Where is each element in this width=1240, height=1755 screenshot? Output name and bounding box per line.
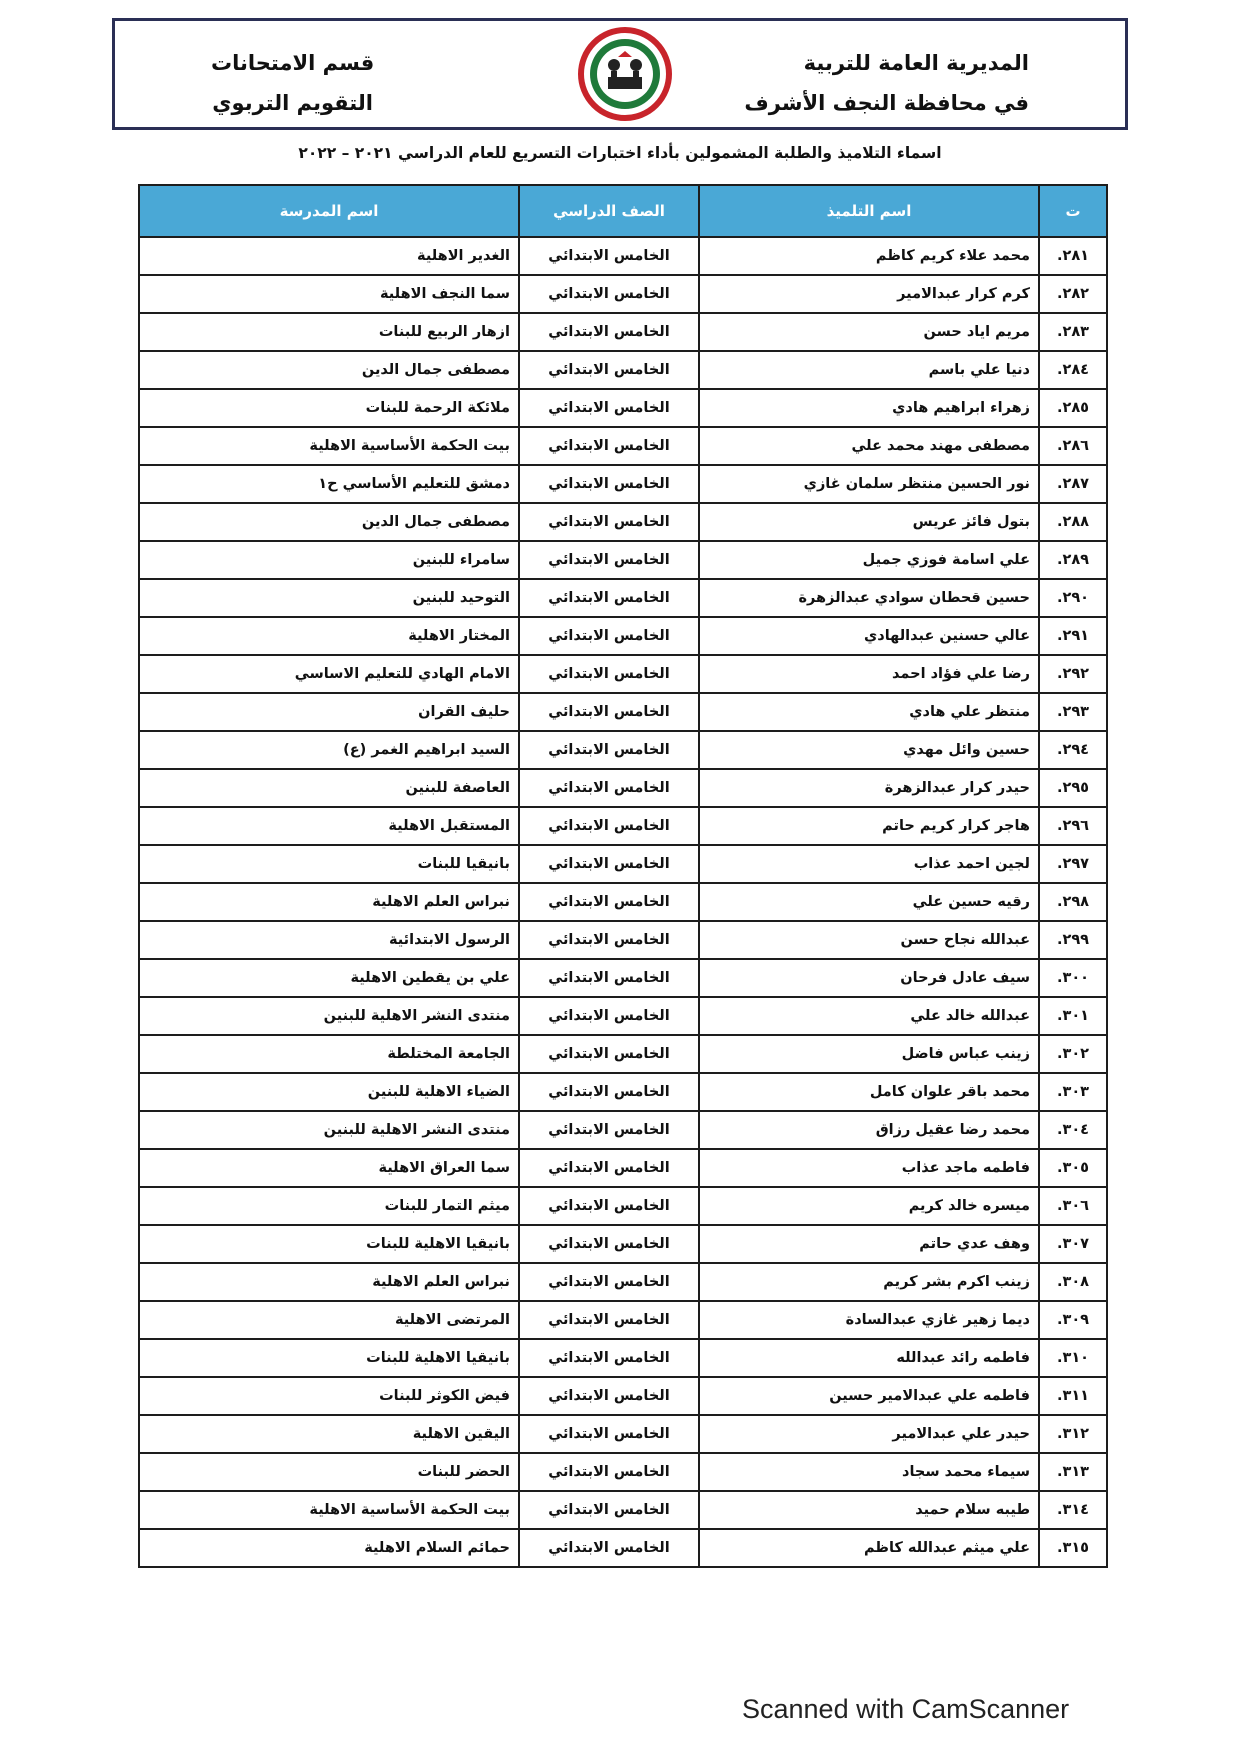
row-number: ٣٠١. (1039, 997, 1107, 1035)
school-name: بيت الحكمة الأساسية الاهلية (139, 427, 519, 465)
row-number: ٢٩٨. (1039, 883, 1107, 921)
document-title: اسماء التلاميذ والطلبة المشمولين بأداء اختبارات التسريع للعام الدراسي ٢٠٢١ – ٢٠٢٢ (298, 144, 942, 162)
row-number: ٢٨١. (1039, 237, 1107, 275)
row-number: ٣٠٣. (1039, 1073, 1107, 1111)
school-name: الغدير الاهلية (139, 237, 519, 275)
header-grade: الصف الدراسي (519, 185, 699, 237)
table-row (139, 389, 1107, 427)
table-row (139, 1035, 1107, 1073)
table-row (139, 541, 1107, 579)
grade: الخامس الابتدائي (519, 313, 699, 351)
table-row (139, 807, 1107, 845)
student-name: محمد رضا عقيل رزاق (699, 1111, 1039, 1149)
school-name: الحضر للبنات (139, 1453, 519, 1491)
school-name: نبراس العلم الاهلية (139, 883, 519, 921)
school-name: بانيقيا الاهلية للبنات (139, 1339, 519, 1377)
student-name: مصطفى مهند محمد علي (699, 427, 1039, 465)
grade: الخامس الابتدائي (519, 1415, 699, 1453)
student-name: رضا علي فؤاد احمد (699, 655, 1039, 693)
grade: الخامس الابتدائي (519, 503, 699, 541)
row-number: ٣١٠. (1039, 1339, 1107, 1377)
row-number: ٢٨٣. (1039, 313, 1107, 351)
student-name: ديما زهير غازي عبدالسادة (699, 1301, 1039, 1339)
school-name: حليف القران (139, 693, 519, 731)
grade: الخامس الابتدائي (519, 1529, 699, 1567)
table-row (139, 313, 1107, 351)
school-name: منتدى النشر الاهلية للبنين (139, 997, 519, 1035)
school-name: اليقين الاهلية (139, 1415, 519, 1453)
grade: الخامس الابتدائي (519, 1339, 699, 1377)
school-name: بانيقيا للبنات (139, 845, 519, 883)
student-name: فاطمه رائد عبدالله (699, 1339, 1039, 1377)
school-name: مصطفى جمال الدين (139, 351, 519, 389)
school-name: سامراء للبنين (139, 541, 519, 579)
student-name: هاجر كرار كريم حاتم (699, 807, 1039, 845)
school-name: العاصفة للبنين (139, 769, 519, 807)
table-row (139, 237, 1107, 275)
grade: الخامس الابتدائي (519, 1035, 699, 1073)
grade: الخامس الابتدائي (519, 465, 699, 503)
table-row (139, 1111, 1107, 1149)
row-number: ٣١٣. (1039, 1453, 1107, 1491)
student-name: نور الحسين منتظر سلمان غازي (699, 465, 1039, 503)
table-row (139, 921, 1107, 959)
school-name: دمشق للتعليم الأساسي ح١ (139, 465, 519, 503)
row-number: ٣١١. (1039, 1377, 1107, 1415)
grade: الخامس الابتدائي (519, 1453, 699, 1491)
grade: الخامس الابتدائي (519, 237, 699, 275)
table-row (139, 845, 1107, 883)
row-number: ٢٩٩. (1039, 921, 1107, 959)
table-row (139, 1377, 1107, 1415)
school-name: المرتضى الاهلية (139, 1301, 519, 1339)
student-name: حسين وائل مهدي (699, 731, 1039, 769)
grade: الخامس الابتدائي (519, 351, 699, 389)
row-number: ٣١٤. (1039, 1491, 1107, 1529)
ministry-logo (578, 27, 672, 121)
row-number: ٢٩٠. (1039, 579, 1107, 617)
table-row (139, 1263, 1107, 1301)
table-row (139, 883, 1107, 921)
grade: الخامس الابتدائي (519, 921, 699, 959)
grade: الخامس الابتدائي (519, 959, 699, 997)
school-name: مصطفى جمال الدين (139, 503, 519, 541)
table-row (139, 1073, 1107, 1111)
grade: الخامس الابتدائي (519, 1491, 699, 1529)
table-row (139, 427, 1107, 465)
student-name: محمد علاء كريم كاظم (699, 237, 1039, 275)
exams-dept-block (211, 43, 374, 123)
table-row (139, 579, 1107, 617)
grade: الخامس الابتدائي (519, 275, 699, 313)
student-name: زينب اكرم بشر كريم (699, 1263, 1039, 1301)
grade: الخامس الابتدائي (519, 997, 699, 1035)
table-row (139, 693, 1107, 731)
row-number: ٣١٥. (1039, 1529, 1107, 1567)
table-row (139, 1187, 1107, 1225)
student-name: محمد باقر علوان كامل (699, 1073, 1039, 1111)
row-number: ٢٨٧. (1039, 465, 1107, 503)
header-student-name: اسم التلميذ (699, 185, 1039, 237)
directorate-line-1: المديرية العامة للتربية (803, 51, 1029, 75)
grade: الخامس الابتدائي (519, 845, 699, 883)
school-name: سما النجف الاهلية (139, 275, 519, 313)
table-row (139, 1225, 1107, 1263)
grade: الخامس الابتدائي (519, 579, 699, 617)
student-name: علي اسامة فوزي جميل (699, 541, 1039, 579)
table-header-row (139, 185, 1107, 237)
school-name: حمائم السلام الاهلية (139, 1529, 519, 1567)
grade: الخامس الابتدائي (519, 1111, 699, 1149)
student-name: كرم كرار عبدالامير (699, 275, 1039, 313)
row-number: ٣٠٠. (1039, 959, 1107, 997)
exams-dept-line-1: قسم الامتحانات (211, 51, 375, 75)
student-name: زهراء ابراهيم هادي (699, 389, 1039, 427)
school-name: ملائكة الرحمة للبنات (139, 389, 519, 427)
row-number: ٢٩٢. (1039, 655, 1107, 693)
grade: الخامس الابتدائي (519, 807, 699, 845)
grade: الخامس الابتدائي (519, 541, 699, 579)
student-name: مريم اياد حسن (699, 313, 1039, 351)
school-name: ازهار الربيع للبنات (139, 313, 519, 351)
school-name: المستقبل الاهلية (139, 807, 519, 845)
grade: الخامس الابتدائي (519, 617, 699, 655)
table-row (139, 655, 1107, 693)
grade: الخامس الابتدائي (519, 427, 699, 465)
student-name: حيدر علي عبدالامير (699, 1415, 1039, 1453)
row-number: ٢٨٦. (1039, 427, 1107, 465)
grade: الخامس الابتدائي (519, 1187, 699, 1225)
header-school-name: اسم المدرسة (139, 185, 519, 237)
grade: الخامس الابتدائي (519, 883, 699, 921)
table-row (139, 1453, 1107, 1491)
grade: الخامس الابتدائي (519, 1377, 699, 1415)
student-name: فاطمه علي عبدالامير حسين (699, 1377, 1039, 1415)
student-name: طيبه سلام حميد (699, 1491, 1039, 1529)
table-row (139, 503, 1107, 541)
student-name: عالي حسنين عبدالهادي (699, 617, 1039, 655)
row-number: ٢٨٥. (1039, 389, 1107, 427)
student-name: حيدر كرار عبدالزهرة (699, 769, 1039, 807)
row-number: ٣٠٧. (1039, 1225, 1107, 1263)
school-name: التوحيد للبنين (139, 579, 519, 617)
row-number: ٢٩٥. (1039, 769, 1107, 807)
grade: الخامس الابتدائي (519, 1301, 699, 1339)
school-name: منتدى النشر الاهلية للبنين (139, 1111, 519, 1149)
document-header (112, 18, 1128, 130)
directorate-line-2: في محافظة النجف الأشرف (744, 91, 1029, 115)
student-name: حسين قحطان سوادي عبدالزهرة (699, 579, 1039, 617)
directorate-block (744, 43, 1029, 123)
grade: الخامس الابتدائي (519, 1263, 699, 1301)
scanner-watermark: Scanned with CamScanner (742, 1694, 1070, 1724)
row-number: ٢٩١. (1039, 617, 1107, 655)
row-number: ٣٠٢. (1039, 1035, 1107, 1073)
students-table-wrap (138, 184, 1106, 1568)
table-row (139, 1491, 1107, 1529)
row-number: ٢٨٨. (1039, 503, 1107, 541)
header-number: ت (1039, 185, 1107, 237)
school-name: المختار الاهلية (139, 617, 519, 655)
student-name: عبدالله خالد علي (699, 997, 1039, 1035)
grade: الخامس الابتدائي (519, 769, 699, 807)
school-name: السيد ابراهيم الغمر (ع) (139, 731, 519, 769)
student-name: منتظر علي هادي (699, 693, 1039, 731)
grade: الخامس الابتدائي (519, 389, 699, 427)
table-row (139, 1529, 1107, 1567)
school-name: سما العراق الاهلية (139, 1149, 519, 1187)
table-row (139, 465, 1107, 503)
school-name: بانيقيا الاهلية للبنات (139, 1225, 519, 1263)
grade: الخامس الابتدائي (519, 655, 699, 693)
row-number: ٢٩٣. (1039, 693, 1107, 731)
table-row (139, 1301, 1107, 1339)
school-name: نبراس العلم الاهلية (139, 1263, 519, 1301)
row-number: ٣١٢. (1039, 1415, 1107, 1453)
row-number: ٢٩٦. (1039, 807, 1107, 845)
grade: الخامس الابتدائي (519, 731, 699, 769)
row-number: ٣٠٥. (1039, 1149, 1107, 1187)
table-row (139, 275, 1107, 313)
grade: الخامس الابتدائي (519, 1225, 699, 1263)
student-name: وهف عدي حاتم (699, 1225, 1039, 1263)
row-number: ٢٩٧. (1039, 845, 1107, 883)
student-name: سيف عادل فرحان (699, 959, 1039, 997)
school-name: الرسول الابتدائية (139, 921, 519, 959)
row-number: ٢٨٩. (1039, 541, 1107, 579)
school-name: بيت الحكمة الأساسية الاهلية (139, 1491, 519, 1529)
row-number: ٢٨٤. (1039, 351, 1107, 389)
row-number: ٢٩٤. (1039, 731, 1107, 769)
student-name: رقيه حسين علي (699, 883, 1039, 921)
school-name: فيض الكوثر للبنات (139, 1377, 519, 1415)
table-row (139, 1149, 1107, 1187)
table-row (139, 997, 1107, 1035)
table-row (139, 959, 1107, 997)
table-row (139, 1415, 1107, 1453)
school-name: علي بن يقطين الاهلية (139, 959, 519, 997)
student-name: فاطمه ماجد عذاب (699, 1149, 1039, 1187)
table-row (139, 617, 1107, 655)
students-table (138, 184, 1108, 1568)
school-name: ميثم التمار للبنات (139, 1187, 519, 1225)
student-name: سيماء محمد سجاد (699, 1453, 1039, 1491)
student-name: عبدالله نجاح حسن (699, 921, 1039, 959)
student-name: علي ميثم عبدالله كاظم (699, 1529, 1039, 1567)
school-name: الضياء الاهلية للبنين (139, 1073, 519, 1111)
row-number: ٣٠٤. (1039, 1111, 1107, 1149)
row-number: ٢٨٢. (1039, 275, 1107, 313)
row-number: ٣٠٨. (1039, 1263, 1107, 1301)
table-row (139, 731, 1107, 769)
student-name: لجين احمد عذاب (699, 845, 1039, 883)
student-name: بتول فائز عريس (699, 503, 1039, 541)
student-name: زينب عباس فاضل (699, 1035, 1039, 1073)
table-row (139, 769, 1107, 807)
school-name: الامام الهادي للتعليم الاساسي (139, 655, 519, 693)
row-number: ٣٠٦. (1039, 1187, 1107, 1225)
table-row (139, 351, 1107, 389)
student-name: دنيا علي باسم (699, 351, 1039, 389)
grade: الخامس الابتدائي (519, 1073, 699, 1111)
grade: الخامس الابتدائي (519, 693, 699, 731)
student-name: ميسره خالد كريم (699, 1187, 1039, 1225)
exams-dept-line-2: التقويم التربوي (212, 91, 373, 115)
school-name: الجامعة المختلطة (139, 1035, 519, 1073)
grade: الخامس الابتدائي (519, 1149, 699, 1187)
row-number: ٣٠٩. (1039, 1301, 1107, 1339)
table-row (139, 1339, 1107, 1377)
